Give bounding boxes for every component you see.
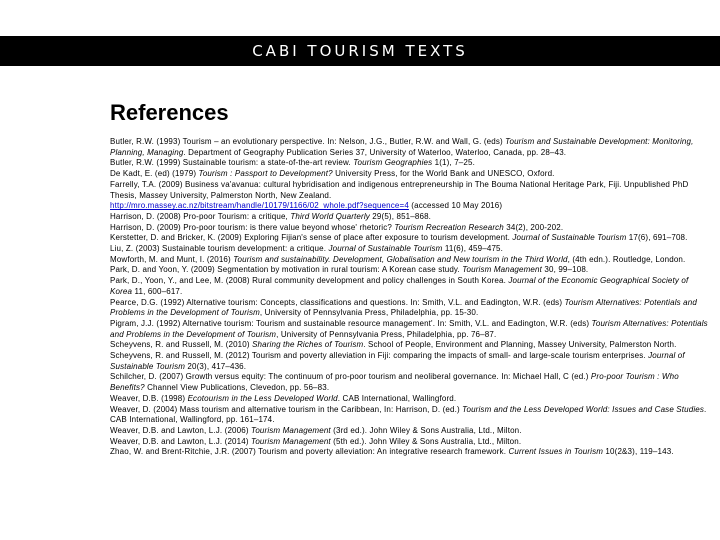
reference-entry: Scheyvens, R. and Russell, M. (2012) Tourism and poverty alleviation in Fiji: comparing the impacts of small- and large-scale tourism enterprises. Journal of Sustainable Tourism 20(3), 417–436. (110, 351, 685, 371)
reference-entry: Butler, R.W. (1999) Sustainable tourism: a state-of-the-art review. Tourism Geographies 1(1), 7–25. (110, 158, 475, 168)
reference-entry: De Kadt, E. (ed) (1979) Tourism : Passport to Development? University Press, for the World Bank and UNESCO, Oxford. (110, 169, 555, 179)
banner-title: CABI TOURISM TEXTS (252, 42, 468, 60)
references-heading: References (110, 100, 229, 125)
reference-entry: Mowforth, M. and Munt, I. (2016) Tourism and sustainability. Development, Globalisation and New tourism in the Third World, (4th edn.). Routledge, London. (110, 254, 686, 264)
reference-entry: Harrison, D. (2008) Pro-poor Tourism: a critique, Third World Quarterly 29(5), 851–868. (110, 211, 432, 221)
reference-entry: Pigram, J.J. (1992) Alternative tourism: Tourism and sustainable resource management'. In: Smith, V.L. and Eadington, W.R. (eds) Tourism Alternatives: Potentials and Problems in the Development of Tourism, University of Pennsylvania Press, Philadelphia, pp. 76–87. (110, 318, 708, 339)
reference-entry: Park, D. and Yoon, Y. (2009) Segmentation by motivation in rural tourism: A Korean case study. Tourism Management 30, 99–108. (110, 265, 589, 275)
reference-entry: Kerstetter, D. and Bricker, K. (2009) Exploring Fijian's sense of place after exposure to tourism development. Journal of Sustainable Tourism 17(6), 691–708. (110, 233, 688, 243)
reference-entry: Weaver, D. (2004) Mass tourism and alternative tourism in the Caribbean, In: Harrison, D. (ed.) Tourism and the Less Developed World: Issues and Case Studies. CAB International, Wallingford, pp. 161–174. (110, 404, 707, 425)
reference-list (110, 137, 710, 458)
reference-entry: Weaver, D.B. and Lawton, L.J. (2014) Tourism Management (5th ed.). John Wiley & Sons Australia, Ltd., Milton. (110, 436, 522, 446)
cabi-tourism-texts-banner (0, 36, 720, 66)
thesis-url-link[interactable]: http://mro.massey.ac.nz/bitstream/handle/10179/1166/02_whole.pdf?sequence=4 (110, 201, 409, 211)
reference-entry: http://mro.massey.ac.nz/bitstream/handle/10179/1166/02_whole.pdf?sequence=4 (accessed 10 May 2016) (110, 201, 503, 211)
reference-entry: Liu, Z. (2003) Sustainable tourism development: a critique. Journal of Sustainable Tourism 11(6), 459–475. (110, 244, 504, 254)
reference-entry: Park, D., Yoon, Y., and Lee, M. (2008) Rural community development and policy challenges in South Korea. Journal of the Economic Geographical Society of Korea 11, 600–617. (110, 276, 689, 296)
reference-entry: Pearce, D.G. (1992) Alternative tourism: Concepts, classifications and questions. In: Smith, V.L. and Eadington, W.R. (eds) Tourism Alternatives: Potentials and Problems in the Development of Tourism, University of Pennsylvania Press, Philadelphia, pp. 15-30. (110, 297, 697, 318)
reference-entry: Weaver, D.B. and Lawton, L.J. (2006) Tourism Management (3rd ed.). John Wiley & Sons Australia, Ltd., Milton. (110, 425, 522, 435)
reference-entry: Schilcher, D. (2007) Growth versus equity: The continuum of pro-poor tourism and neoliberal governance. In: Michael Hall, C (ed.) Pro-poor Tourism : Who Benefits? Channel View Publications, Clevedon, pp. 56–83. (110, 372, 679, 393)
reference-entry: Harrison, D. (2009) Pro-poor tourism: is there value beyond whose' rhetoric? Tourism Recreation Research 34(2), 200-202. (110, 222, 564, 232)
reference-entry: Scheyvens, R. and Russell, M. (2010) Sharing the Riches of Tourism. School of People, Environment and Planning, Massey University, Palmerston North. (110, 340, 677, 350)
reference-entry: Farrelly, T.A. (2009) Business va'avanua: cultural hybridisation and indigenous entrepreneurship in The Bouma National Heritage Park, Fiji. Unpublished PhD Thesis, Massey University, Palmerston North, New Zealand. (110, 179, 689, 200)
reference-entry: Weaver, D.B. (1998) Ecotourism in the Less Developed World. CAB International, Wallingford. (110, 393, 457, 403)
reference-entry: Zhao, W. and Brent-Ritchie, J.R. (2007) Tourism and poverty alleviation: An integrative research framework. Current Issues in Tourism 10(2&3), 119–143. (110, 447, 674, 457)
reference-entry: Butler, R.W. (1993) Tourism – an evolutionary perspective. In: Nelson, J.G., Butler, R.W. and Wall, G. (eds) Tourism and Sustainable Development: Monitoring, Planning, Managing. Department of Geography Publication Series 37, University of Waterloo, Waterloo, Canada, pp. 28–43. (110, 137, 694, 157)
